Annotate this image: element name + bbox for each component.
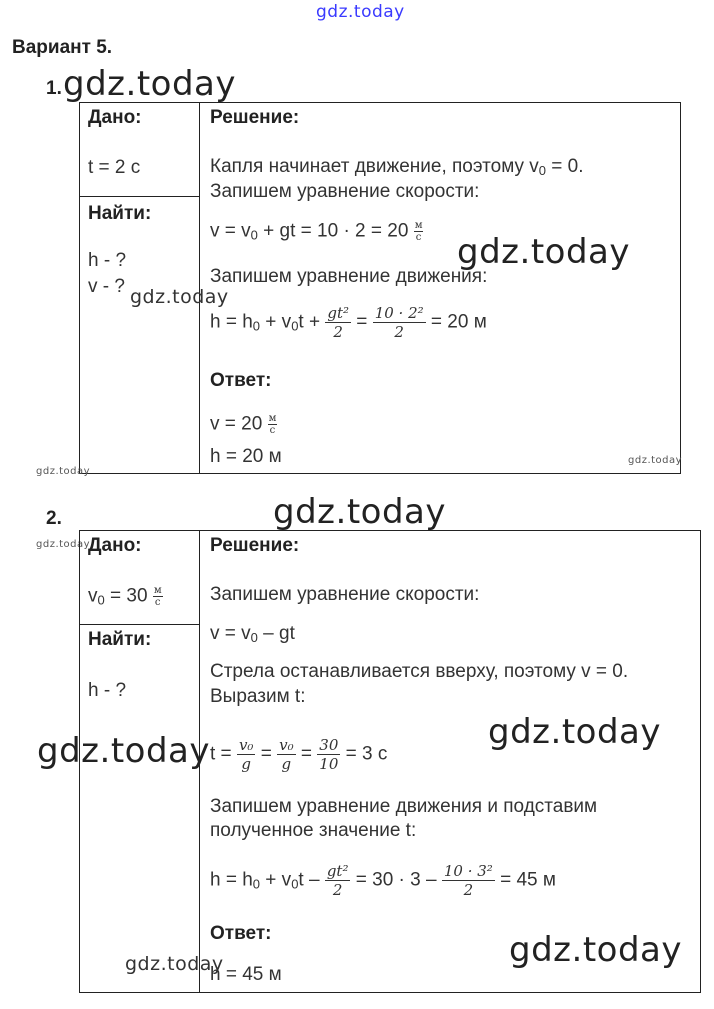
fraction: $\frac{\text{10 · 2²}}{2}$ <box>374 304 424 341</box>
equation: t = $\frac{\text{v₀}}{g}$ = $\frac{\text{v₀}}{g}$ = $\frac{30}{10}$ = 3 с <box>210 736 388 773</box>
watermark: gdz.today <box>63 64 236 104</box>
fraction: $\frac{30}{10}$ <box>319 736 339 773</box>
problem-1-number: 1. <box>46 78 62 99</box>
solution-line: полученное значение t: <box>210 820 417 841</box>
watermark-top: gdz.today <box>316 2 405 22</box>
fraction: $\frac{\text{gt²}}{2}$ <box>327 304 350 341</box>
fraction: $\frac{\text{10 · 3²}}{2}$ <box>443 862 493 899</box>
find-value: h - ? <box>88 250 127 271</box>
unit-fraction: м с <box>153 585 162 608</box>
equation: $h = h_0 + v_0t$ – $\frac{\text{gt²}}{2}$ = 30 · 3 – $\frac{\text{10 · 3²}}{2}$ = 45 м <box>210 862 556 899</box>
find-value: v - ? <box>88 276 125 297</box>
watermark: gdz.today <box>37 731 210 771</box>
watermark: gdz.today <box>488 712 661 752</box>
equation: $v = v_0$ – gt <box>210 623 295 645</box>
watermark: gdz.today <box>36 466 91 477</box>
solution-line: Запишем уравнение скорости: <box>210 584 480 605</box>
solution-label: Решение: <box>210 107 300 128</box>
fraction: $\frac{\text{gt²}}{2}$ <box>326 862 349 899</box>
watermark: gdz.today <box>36 539 91 550</box>
unit-fraction: м с <box>414 220 423 243</box>
problem-2-given-divider <box>79 624 200 625</box>
solution-line: Стрела останавливается вверху, поэтому v = 0. <box>210 661 629 682</box>
equation: $h = h_0 + v_0t$ + $\frac{\text{gt²}}{2}$ = $\frac{\text{10 · 2²}}{2}$ = 20 м <box>210 304 487 341</box>
given-label: Дано: <box>88 107 142 128</box>
fraction: $\frac{\text{v₀}}{g}$ <box>238 736 254 773</box>
equation: $v = v_0$ + gt = 10 · 2 = 20 м с <box>210 220 423 243</box>
unit-fraction: м с <box>268 413 277 436</box>
find-value: h - ? <box>88 680 127 701</box>
answer-value: v = 20 м с <box>210 413 277 436</box>
watermark: gdz.today <box>273 492 446 532</box>
problem-2-number: 2. <box>46 508 62 529</box>
solution-line: Запишем уравнение движения: <box>210 266 488 287</box>
watermark: gdz.today <box>457 232 630 272</box>
find-label: Найти: <box>88 629 152 650</box>
watermark: gdz.today <box>130 286 229 308</box>
given-value: $v_0 = 30$ м с <box>88 585 162 608</box>
problem-1-given-divider <box>79 196 200 197</box>
solution-label: Решение: <box>210 535 300 556</box>
given-label: Дано: <box>88 535 142 556</box>
answer-value: h = 45 м <box>210 964 282 985</box>
solution-line: Капля начинает движение, поэтому $v_0 = 0$. <box>210 156 584 178</box>
given-value: t = 2 с <box>88 157 141 178</box>
solution-line: Запишем уравнение движения и подставим <box>210 796 598 817</box>
find-label: Найти: <box>88 203 152 224</box>
watermark: gdz.today <box>628 455 683 466</box>
watermark: gdz.today <box>125 953 224 975</box>
solution-line: Запишем уравнение скорости: <box>210 181 480 202</box>
answer-label: Ответ: <box>210 923 272 944</box>
answer-label: Ответ: <box>210 370 272 391</box>
watermark: gdz.today <box>509 930 682 970</box>
fraction: $\frac{\text{v₀}}{g}$ <box>279 736 294 773</box>
variant-title: Вариант 5. <box>12 37 113 58</box>
answer-value: h = 20 м <box>210 446 282 467</box>
solution-line: Выразим t: <box>210 686 306 707</box>
